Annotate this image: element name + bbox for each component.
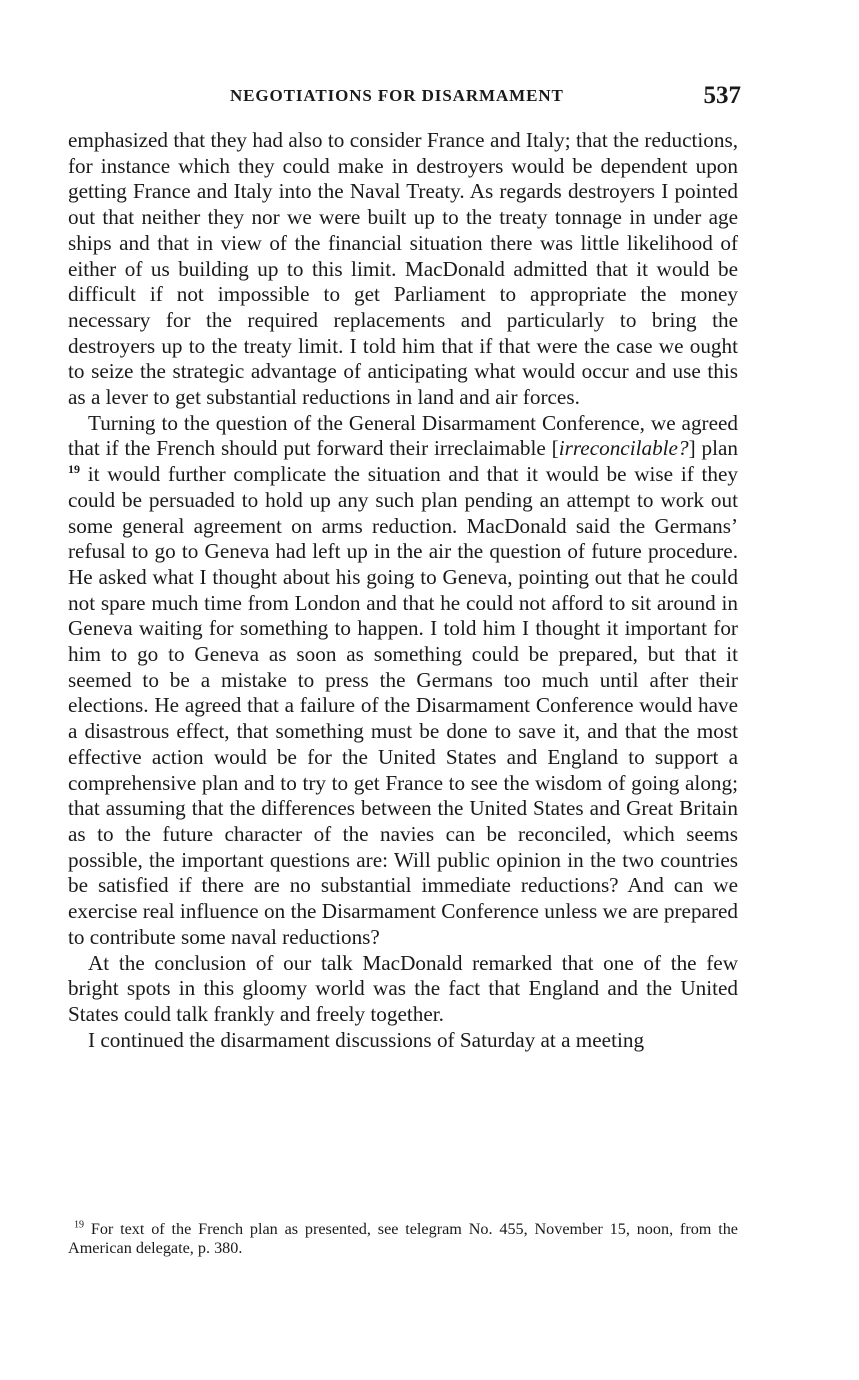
paragraph-3: At the conclusion of our talk MacDonald remarked that one of the few bright spots in this gloomy world was the fact that England and the United States could talk frankly and freely together. — [68, 950, 738, 1026]
footnote-19 — [68, 1220, 738, 1257]
paragraph-2-text-c: it would further complicate the situation and that it would be wise if they could be persuaded to hold up any such plan pending an attempt to work out some general agreement on arms reduction. MacDonald said the Germans’ refusal to go to Geneva had left up in the air the question of future procedure. He asked what I thought about his going to Geneva, pointing out that he could not spare much time from London and that he could not afford to sit around in Geneva waiting for something to happen. I told him I thought it important for him to go to Geneva as soon as something could be prepared, but that it seemed to be a mistake to press the Germans too much until after their elections. He agreed that a failure of the Disarmament Conference would have a disastrous effect, that something must be done to save it, and that the most effective action would be for the United States and England to support a comprehensive plan and to try to get France to see the wisdom of going along; that assuming that the differences between the United States and Great Britain as to the future character of the navies can be reconciled, which seems possible, the important questions are: Will public opinion in the two countries be satisfied if there are no substantial immediate reductions? And can we exercise real influence on the Disarmament Conference unless we are prepared to contribute some naval reductions? — [68, 462, 738, 949]
paragraph-2-text-b: ] plan — [688, 436, 738, 461]
page-number: 537 — [703, 82, 741, 109]
running-title: NEGOTIATIONS FOR DISARMAMENT — [230, 86, 564, 105]
editorial-insertion: irreconcilable? — [558, 436, 689, 461]
paragraph-4: I continued the disarmament discussions of Saturday at a meeting — [88, 1027, 645, 1052]
running-head — [70, 82, 741, 110]
footnote-number: 19 — [74, 1219, 84, 1231]
footnote-reference: 19 — [68, 462, 80, 477]
body-text — [68, 128, 738, 1053]
paragraph-2-text-a: Turning to the question of the General Disarmament Conference, we agreed that if the French should put forward their irreclaimable [ — [68, 410, 738, 461]
paragraph-2 — [68, 411, 738, 951]
paragraph-1: emphasized that they had also to consider France and Italy; that the reductions, for instance which they could make in destroyers would be dependent upon getting France and Italy into the Naval Treaty. As regards destroyers I pointed out that neither they nor we were built up to the treaty tonnage in under age ships and that in view of the financial situation there was little likelihood of either of us building up to this limit. MacDonald admitted that it would be difficult if not impossible to get Parliament to appropriate the money necessary for the required replacements and particularly to bring the destroyers up to the treaty limit. I told him that if that were the case we ought to seize the strategic advantage of anticipating what would occur and use this as a lever to get substantial reductions in land and air forces. — [68, 128, 738, 410]
footnote — [68, 1220, 738, 1257]
footnote-text: For text of the French plan as presented, see telegram No. 455, November 15, noon, from the American delegate, p. 380. — [68, 1220, 738, 1257]
